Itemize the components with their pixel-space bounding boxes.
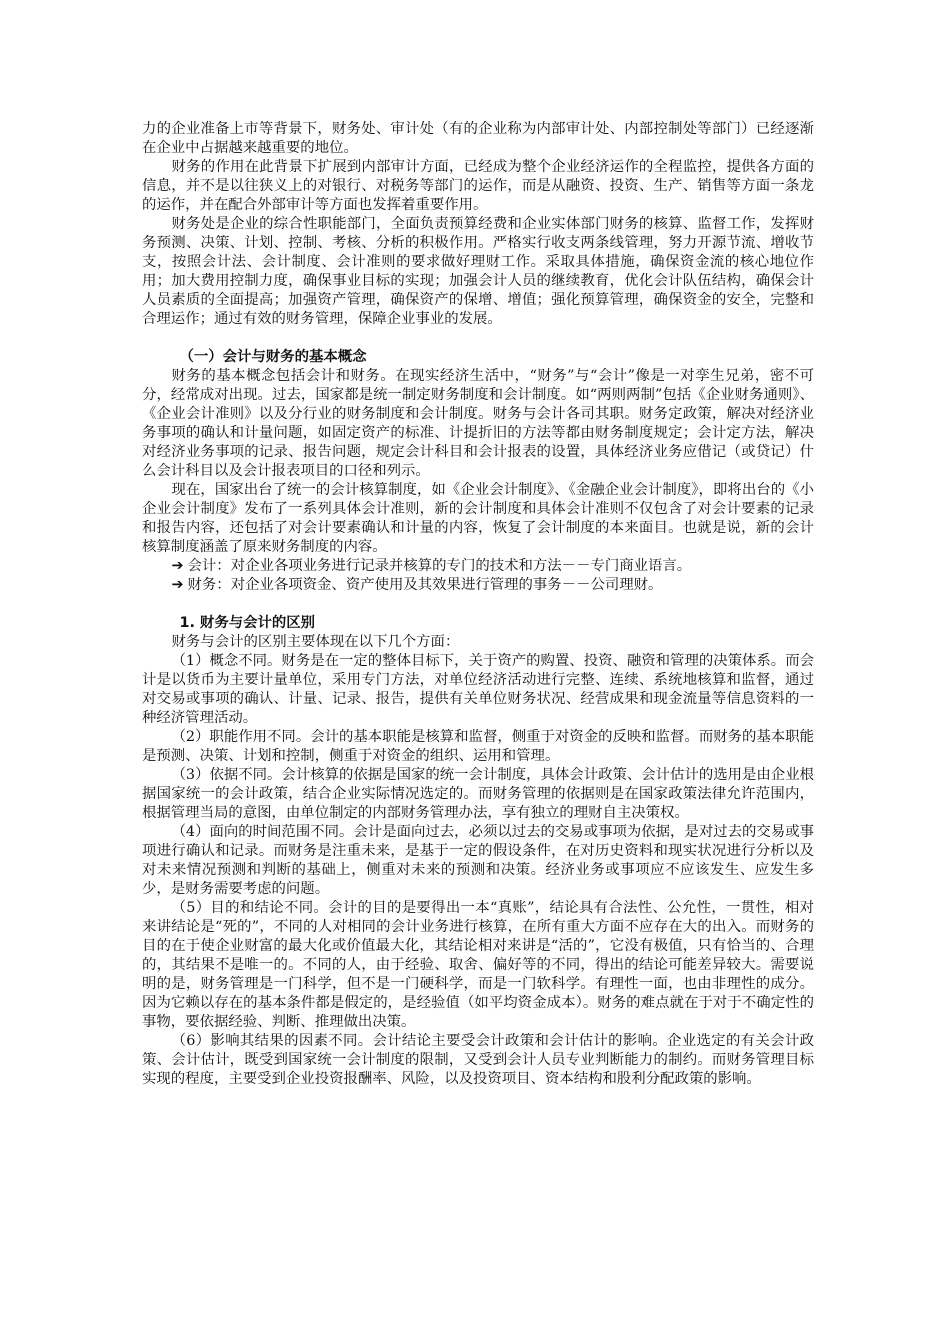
document-page [142,120,814,1089]
difference-item-1: （1）概念不同。财务是在一定的整体目标下，关于资产的购置、投资、融资和管理的决策体系。而会计是以货币为主要计量单位，采用专门方法，对单位经济活动进行完整、连续、系统地核算和监督，通过对交易或事项的确认、计量、记录、报告，提供有关单位财务状况、经营成果和现金流量等信息资料的一种经济管理活动。 [142,653,814,726]
intro-paragraph-1: 力的企业准备上市等背景下，财务处、审计处（有的企业称为内部审计处、内部控制处等部门）已经逐渐在企业中占据越来越重要的地位。 [142,121,814,156]
spacer [142,329,814,348]
difference-item-6: （6）影响其结果的因素不同。会计结论主要受会计政策和会计估计的影响。企业选定的有关会计政策、会计估计，既受到国家统一会计制度的限制，又受到会计人员专业判断能力的制约。而财务管理目标实现的程度，主要受到企业投资报酬率、风险，以及投资项目、资本结构和股利分配政策的影响。 [142,1033,814,1087]
section2-intro: 财务与会计的区别主要体现在以下几个方面： [171,634,460,650]
arrow-right-icon: ➔ [171,577,184,593]
difference-item-4: （4）面向的时间范围不同。会计是面向过去，必须以过去的交易或事项为依据，是对过去的交易或事项进行确认和记录。而财务是注重未来，是基于一定的假设条件，在对历史资料和现实状况进行分析以及对未来情况预测和判断的基础上，侧重对未来的预测和决策。经济业务或事项应不应该发生、应发生多少，是财务需要考虑的问题。 [142,824,814,897]
difference-item-5: （5）目的和结论不同。会计的目的是要得出一本“真账”，结论具有合法性、公允性，一贯性，相对来讲结论是“死的”，不同的人对相同的会计业务进行核算，在所有重大方面不应存在大的出入。而财务的目的在于使企业财富的最大化或价值最大化，其结论相对来讲是“活的”，它没有极值，只有恰当的、合理的，其结果不是唯一的。不同的人，由于经验、取舍、偏好等的不同，得出的结论可能差异较大。需要说明的是，财务管理是一门科学，但不是一门硬科学，而是一门软科学。有理性一面，也由非理性的成分。因为它赖以存在的基本条件都是假定的，是经验值（如平均资金成本）。财务的难点就在于对于不确定性的事物，要依据经验、判断、推理做出决策。 [142,900,814,1030]
difference-item-3: （3）依据不同。会计核算的依据是国家的统一会计制度，具体会计政策、会计估计的选用是由企业根据国家统一的会计政策，结合企业实际情况选定的。而财务管理的依据则是在国家政策法律允许范围内，根据管理当局的意图，由单位制定的内部财务管理办法，享有独立的理财自主决策权。 [142,767,814,821]
intro-paragraph-3: 财务处是企业的综合性职能部门，全面负责预算经费和企业实体部门财务的核算、监督工作，发挥财务预测、决策、计划、控制、考核、分析的积极作用。严格实行收支两条线管理，努力开源节流、增收节支，按照会计法、会计制度、会计准则的要求做好理财工作。采取具体措施，确保资金流的核心地位作用；加大费用控制力度，确保事业目标的实现；加强会计人员的继续教育，优化会计队伍结构，确保会计人员素质的全面提高；加强资产管理，确保资产的保增、增值；强化预算管理，确保资金的安全，完整和合理运作；通过有效的财务管理，保障企业事业的发展。 [142,216,814,327]
section1-paragraph-1: 财务的基本概念包括会计和财务。在现实经济生活中，“财务”与“会计”像是一对孪生兄弟，密不可分，经常成对出现。过去，国家都是统一制定财务制度和会计制度。如“两则两制”包括《企业财务通则》、《企业会计准则》以及分行业的财务制度和会计制度。财务与会计各司其职。财务定政策，解决对经济业务事项的确认和计量问题，如固定资产的标准、计提折旧的方法等都由财务制度规定；会计定方法，解决对经济业务事项的记录、报告问题，规定会计科目和会计报表的设置，具体经济业务应借记（或贷记）什么会计科目以及会计报表项目的口径和列示。 [142,368,814,479]
finance-definition [142,576,814,595]
section-heading-basic-concepts: （一）会计与财务的基本概念 [179,349,367,365]
spacer [142,595,814,614]
accounting-definition-text: 会计：对企业各项业务进行记录并核算的专门的技术和方法－－专门商业语言。 [187,558,692,574]
section1-paragraph-2: 现在，国家出台了统一的会计核算制度，如《企业会计制度》、《金融企业会计制度》，即将出台的《小企业会计制度》发布了一系列具体会计准则，新的会计制度和具体会计准则不仅包含了对会计要素的记录和报告内容，还包括了对会计要素确认和计量的内容，恢复了会计制度的本来面目。也就是说，新的会计核算制度涵盖了原来财务制度的内容。 [142,482,814,555]
arrow-right-icon: ➔ [171,558,184,574]
accounting-definition [142,557,814,576]
finance-definition-text: 财务：对企业各项资金、资产使用及其效果进行管理的事务－－公司理财。 [187,577,663,593]
intro-paragraph-2: 财务的作用在此背景下扩展到内部审计方面，已经成为整个企业经济运作的全程监控，提供各方面的信息，并不是以往狭义上的对银行、对税务等部门的运作，而是从融资、投资、生产、销售等方面一条龙的运作，并在配合外部审计等方面也发挥着重要作用。 [142,159,814,213]
section-heading-differences: 1. 财务与会计的区别 [179,615,316,631]
difference-item-2: （2）职能作用不同。会计的基本职能是核算和监督，侧重于对资金的反映和监督。而财务的基本职能是预测、决策、计划和控制，侧重于对资金的组织、运用和管理。 [142,729,814,764]
